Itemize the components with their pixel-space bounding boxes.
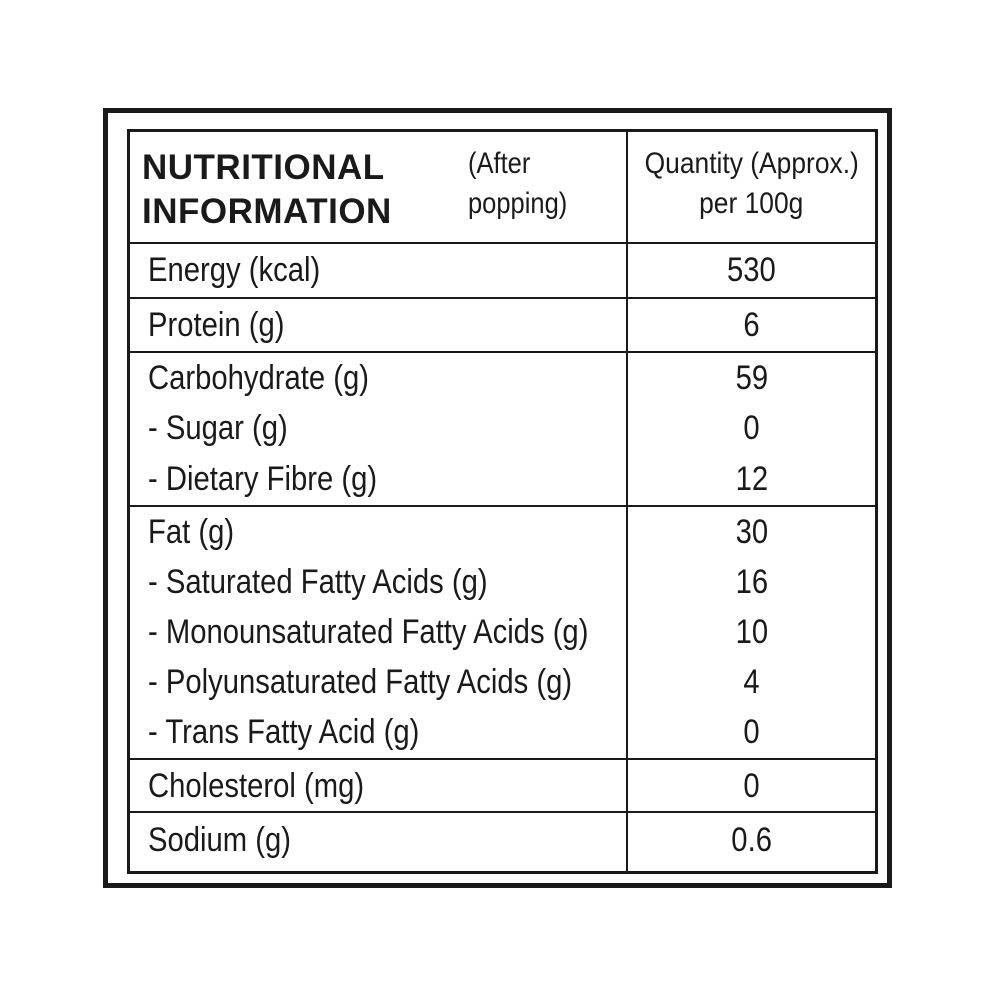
row-value: 0.6 [731, 821, 772, 859]
header-row [130, 132, 875, 244]
row-label: - Dietary Fibre (g) [148, 460, 378, 498]
nutrition-table [127, 129, 878, 874]
row-value: 12 [735, 460, 768, 498]
quantity-line-2: per 100g [699, 187, 804, 220]
row-value: 10 [735, 613, 768, 651]
table-row-sodium [130, 813, 875, 871]
row-value: 30 [735, 513, 768, 551]
row-label: - Sugar (g) [148, 409, 288, 447]
row-value: 0 [743, 409, 760, 447]
row-value: 0 [743, 713, 760, 751]
row-label: Cholesterol (mg) [148, 767, 365, 805]
row-label: Sodium (g) [148, 821, 292, 859]
note-line-1: (After [468, 147, 531, 180]
row-label: - Polyunsaturated Fatty Acids (g) [148, 663, 573, 701]
row-label: - Monounsaturated Fatty Acids (g) [148, 613, 589, 651]
table-row-carbohydrate-group [130, 353, 875, 507]
row-label: - Trans Fatty Acid (g) [148, 713, 420, 751]
after-popping-note [468, 144, 567, 224]
row-value: 6 [743, 306, 760, 344]
table-row-protein [130, 299, 875, 353]
row-value: 16 [735, 563, 768, 601]
row-label: Carbohydrate (g) [148, 359, 370, 397]
note-line-2: popping) [468, 187, 568, 220]
table-row-fat-group [130, 507, 875, 760]
title-line-2: INFORMATION [142, 192, 392, 231]
table-row-energy [130, 244, 875, 299]
row-value: 59 [735, 359, 768, 397]
row-value: 4 [743, 663, 760, 701]
table-row-cholesterol [130, 760, 875, 813]
table-title [142, 146, 392, 234]
row-value: 530 [727, 251, 776, 289]
row-label: Fat (g) [148, 513, 235, 551]
quantity-line-1: Quantity (Approx.) [644, 147, 859, 180]
row-value: 0 [743, 767, 760, 805]
row-label: - Saturated Fatty Acids (g) [148, 563, 488, 601]
quantity-header [628, 144, 875, 224]
row-label: Protein (g) [148, 306, 285, 344]
title-line-1: NUTRITIONAL [142, 148, 385, 187]
row-label: Energy (kcal) [148, 251, 321, 289]
